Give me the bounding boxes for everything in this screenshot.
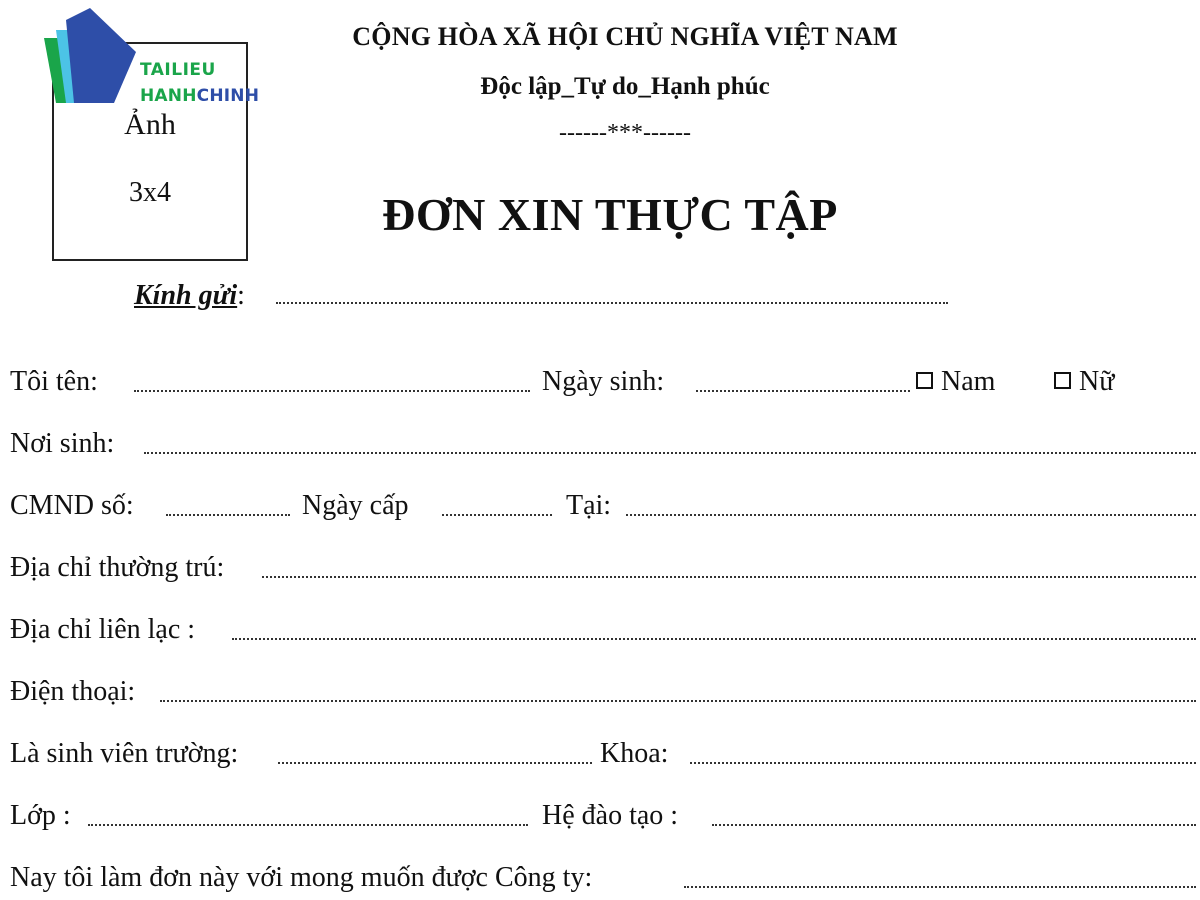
addressee-row — [134, 282, 245, 310]
logo-text-top: TAILIEU — [140, 60, 216, 80]
contact-address-field[interactable] — [232, 638, 1196, 640]
school-label: Là sinh viên trường: — [10, 738, 239, 769]
training-label: Hệ đào tạo : — [542, 800, 679, 831]
permanent-address-label: Địa chỉ thường trú: — [10, 552, 225, 583]
issue-place-label: Tại: — [566, 490, 612, 521]
purpose-label: Nay tôi làm đơn này với mong muốn được Công ty: — [10, 862, 593, 893]
male-label: Nam — [941, 366, 996, 397]
id-field[interactable] — [166, 514, 290, 516]
birthplace-label: Nơi sinh: — [10, 428, 115, 459]
female-label: Nữ — [1079, 366, 1115, 397]
national-title: CỘNG HÒA XÃ HỘI CHỦ NGHĨA VIỆT NAM — [352, 22, 898, 51]
faculty-field[interactable] — [690, 762, 1196, 764]
issue-date-label: Ngày cấp — [302, 490, 409, 521]
name-field[interactable] — [134, 390, 530, 392]
class-field[interactable] — [88, 824, 528, 826]
dob-field[interactable] — [696, 390, 910, 392]
purpose-field[interactable] — [684, 886, 1196, 888]
contact-address-label: Địa chỉ liên lạc : — [10, 614, 196, 645]
header-divider: ------***------ — [559, 120, 691, 146]
logo-text-bottom — [140, 86, 259, 106]
watermark-logo — [44, 8, 260, 108]
class-label: Lớp : — [10, 800, 71, 831]
school-field[interactable] — [278, 762, 592, 764]
male-checkbox-icon[interactable] — [916, 372, 933, 389]
logo-book-icon — [44, 8, 144, 108]
addressee-label: Kính gửi — [134, 280, 238, 311]
female-checkbox-icon[interactable] — [1054, 372, 1071, 389]
addressee-colon: : — [237, 280, 245, 311]
photo-size: 3x4 — [129, 177, 171, 208]
gender-female[interactable] — [1054, 368, 1114, 396]
photo-label: Ảnh — [124, 108, 176, 141]
faculty-label: Khoa: — [600, 738, 669, 769]
issue-date-field[interactable] — [442, 514, 552, 516]
issue-place-field[interactable] — [626, 514, 1196, 516]
logo-text-bottom-a: HANH — [140, 86, 197, 106]
permanent-address-field[interactable] — [262, 576, 1196, 578]
logo-text-bottom-b: CHINH — [196, 86, 260, 106]
gender-male[interactable] — [916, 368, 995, 396]
phone-field[interactable] — [160, 700, 1196, 702]
dob-label: Ngày sinh: — [542, 366, 665, 397]
id-label: CMND số: — [10, 490, 134, 521]
national-motto: Độc lập_Tự do_Hạnh phúc — [480, 73, 770, 100]
document-title: ĐƠN XIN THỰC TẬP — [382, 189, 838, 240]
training-field[interactable] — [712, 824, 1196, 826]
addressee-field[interactable] — [276, 302, 948, 304]
birthplace-field[interactable] — [144, 452, 1196, 454]
phone-label: Điện thoại: — [10, 676, 136, 707]
name-label: Tôi tên: — [10, 366, 98, 397]
